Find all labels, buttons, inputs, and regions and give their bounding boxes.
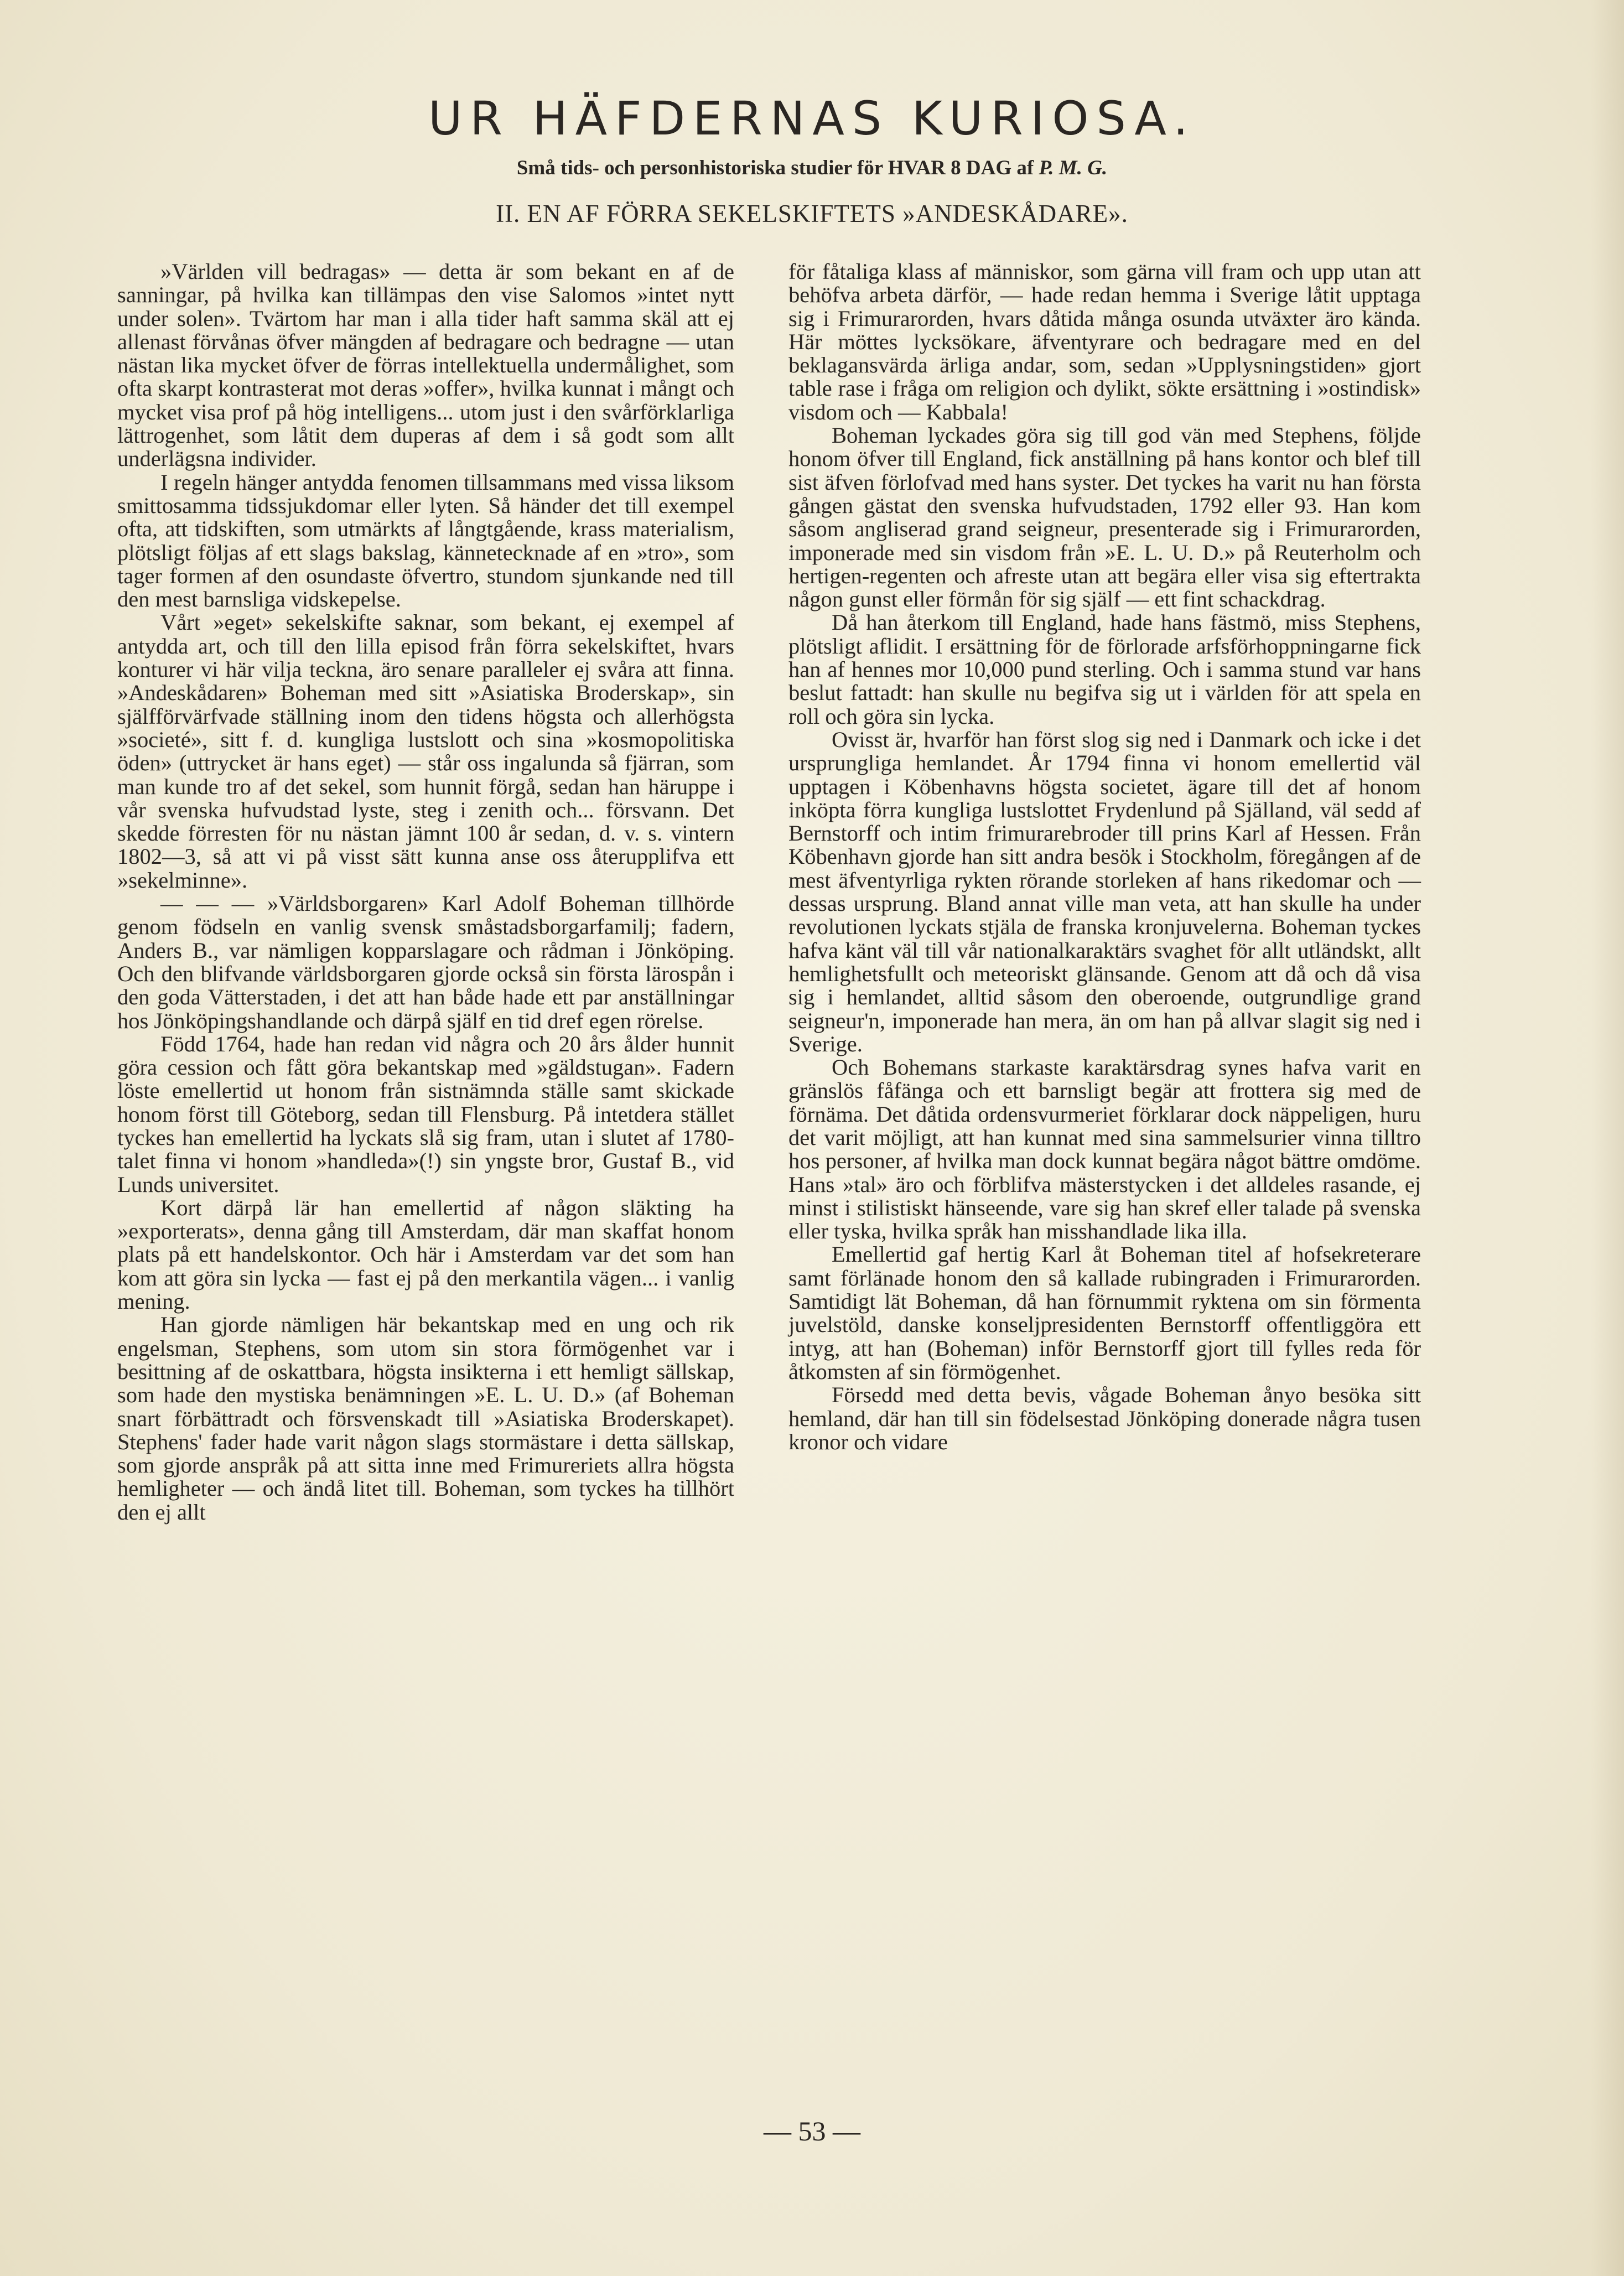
paragraph: Och Bohemans starkaste karaktärsdrag synes hafva varit en gränslös fåfänga och ett barnsligt begär att frottera sig med de förnäma. Det dåtida ordensvurmeriet förklarar dock näppeligen, huru det varit möjligt, att han kunnat med sina sammelsurier vinna tilltro hos personer, af hvilka man dock kunnat begära något bättre omdöme. Hans »tal» äro och förblifva mästerstycken i det alldeles rasande, ej minst i stilistiskt hänseende, vare sig han skref eller talade på svenska eller tyska, hvilka språk han misshandlade lika illa. xyxy=(788,1055,1421,1244)
page-subtitle xyxy=(0,156,1624,180)
page-number: — 53 — xyxy=(764,2116,860,2147)
paragraph: för fåtaliga klass af människor, som gärna vill fram och upp utan att behöfva arbeta därför, — hade redan hemma i Sverige låtit upptaga sig i Frimurarorden, hvars dåtida många osunda utväxter äro kända. Här möttes lycksökare, äfventyrare och bedragare med en del beklagansvärda ärliga andar, som, sedan »Upplysningstiden» gjort table rase i fråga om religion och dylikt, sökte ersättning i »ostindisk» visdom och — Kabbala! xyxy=(788,259,1421,424)
paragraph: »Världen vill bedragas» — detta är som bekant en af de sanningar, på hvilka kan tillämpas den vise Salomos »intet nytt under solen». Tvärtom har man i alla tider haft samma skäl att ej allenast förvånas öfver mängden af bedragare och bedragne — utan nästan lika mycket öfver de förras intellektuella undermålighet, som ofta skarpt kontrasterat mot deras »offer», hvilka kunnat i mångt och mycket visa prof på hög intelligens... utom just i den svårförklarliga lättrogenhet, som låtit dem duperas af dem i så godt som allt underlägsna individer. xyxy=(117,259,734,471)
paragraph: Ovisst är, hvarför han först slog sig ned i Danmark och icke i det ursprungliga hemlandet. År 1794 finna vi honom emellertid väl upptagen i Köbenhavns högsta societet, ägare till det af honom inköpta förra kungliga lustslottet Frydenlund på Själland, väl sedd af Bernstorff och intim frimurarebroder till prins Karl af Hessen. Från Köbenhavn gjorde han sitt andra besök i Stockholm, föregången af de mest äfventyrliga rykten rörande storleken af hans rikedomar och — dessas ursprung. Bland annat ville man veta, att han skulle ha under revolutionen lyckats stjäla de franska kronjuvelerna. Boheman tyckes hafva känt väl till vår nationalkaraktärs svaghet för allt utländskt, allt hemlighetsfullt och meteoriskt glänsande. Genom att då och då visa sig i hemlandet, alltid såsom den oberoende, outgrundlige grand seigneur'n, imponerade han mera, än om han på allvar slagit sig ned i Sverige. xyxy=(788,727,1421,1056)
subtitle-text: Små tids- och personhistoriska studier för HVAR 8 DAG af xyxy=(516,157,1039,179)
paragraph: Född 1764, hade han redan vid några och 20 års ålder hunnit göra cession och fått göra bekantskap med »gäldstugan». Fadern löste emellertid ut honom från sistnämnda ställe samt skickade honom först till Göteborg, sedan till Flensburg. På intetdera stället tyckes han emellertid ha lyckats slå sig fram, utan i slutet af 1780-talet finna vi honom »handleda»(!) sin yngste bror, Gustaf B., vid Lunds universitet. xyxy=(117,1031,734,1197)
paragraph: — — — »Världsborgaren» Karl Adolf Boheman tillhörde genom födseln en vanlig svensk småstadsborgarfamilj; fadern, Anders B., var nämligen kopparslagare och rådman i Jönköping. Och den blifvande världsborgaren gjorde också sin första lärospån i den goda Vätterstaden, i det att han både hade ett par anställningar hos Jönköpingshandlande och därpå själf en tid dref egen rörelse. xyxy=(117,891,734,1033)
subtitle-author: P. M. G. xyxy=(1039,157,1108,179)
text-column-right xyxy=(788,260,1421,1454)
paragraph: Boheman lyckades göra sig till god vän med Stephens, följde honom öfver till England, fick anställning på hans kontor och blef till sist äfven förlofvad med hans syster. Det tyckes ha varit nu han första gången gästat den svenska hufvudstaden, 1792 eller 93. Han kom såsom angliserad grand seigneur, presenterade sig i Frimurarorden, imponerade med sin visdom från »E. L. U. D.» på Reuterholm och hertigen-regenten och afreste utan att begära eller visa sig eftertrakta någon gunst eller förmån för sig själf — ett fint schackdrag. xyxy=(788,423,1421,612)
paragraph: Emellertid gaf hertig Karl åt Boheman titel af hofsekreterare samt förlänade honom den så kallade rubingraden i Frimurarorden. Samtidigt lät Boheman, då han förnummit ryktena om sin förmenta juvelstöld, danske konseljpresidenten Bernstorff offentliggöra ett intyg, att han (Boheman) inför Bernstorff gjort till fylles reda för åtkomsten af sin förmögenhet. xyxy=(788,1242,1421,1384)
page-edge-shadow xyxy=(1591,0,1624,2276)
section-heading: II. EN AF FÖRRA SEKELSKIFTETS »ANDESKÅDARE». xyxy=(496,200,1128,227)
paragraph: Då han återkom till England, hade hans fästmö, miss Stephens, plötsligt aflidit. I ersättning för de förlorade arfsförhoppningarne fick han af hennes mor 10,000 pund sterling. Och i samma stund var hans beslut fattadt: han skulle nu begifva sig ut i världen för att spela en roll och göra sin lycka. xyxy=(788,610,1421,729)
paragraph: Försedd med detta bevis, vågade Boheman ånyo besöka sitt hemland, där han till sin födelsestad Jönköping donerade några tusen kronor och vidare xyxy=(788,1382,1421,1454)
paragraph: I regeln hänger antydda fenomen tillsammans med vissa liksom smittosamma tidssjukdomar eller lyten. Så händer det till exempel ofta, att tidskiften, som utmärkts af långtgående, krass materialism, plötsligt följas af ett slags bakslag, kännetecknade af en »tro», som tager formen af den osundaste öfvertro, stundom sjunkande ned till den mest barnsliga vidskepelse. xyxy=(117,469,734,612)
paragraph: Kort därpå lär han emellertid af någon släkting ha »exporterats», denna gång till Amsterdam, där man skaffat honom plats på ett handelskontor. Och här i Amsterdam var det som han kom att göra sin lycka — fast ej på den merkantila vägen... i vanlig mening. xyxy=(117,1195,734,1314)
paragraph: Han gjorde nämligen här bekantskap med en ung och rik engelsman, Stephens, som utom sin stora förmögenhet var i besittning af de oskattbara, högsta insikterna i ett hemligt sällskap, som hade den mystiska benämningen »E. L. U. D.» (af Boheman snart förbättradt och försvenskadt till »Asiatiska Broderskapet). Stephens' fader hade varit någon slags stormästare i detta sällskap, som gjorde anspråk på att sitta inne med Frimureriets allra högsta hemligheter — och ändå litet till. Boheman, som tyckes ha tillhört den ej allt xyxy=(117,1312,734,1525)
text-column-left xyxy=(117,260,734,1524)
paragraph: Vårt »eget» sekelskifte saknar, som bekant, ej exempel af antydda art, och till den lilla episod från förra sekelskiftet, hvars konturer vi här vilja teckna, äro senare paralleler ej svåra att finna. »Andeskådaren» Boheman med sitt »Asiatiska Broderskap», sin själfförvärfvade ställning inom den tidens högsta och allerhögsta »societé», sitt f. d. kungliga lustslott och sina »kosmopolitiska öden» (uttrycket är hans eget) — står oss ingalunda så fjärran, som man kunde tro af det sekel, som hunnit förgå, sedan han häruppe i vår svenska hufvudstad lyste, steg i zenith och... försvann. Det skedde förresten för nu nästan jämnt 100 år sedan, d. v. s. vintern 1802—3, så att vi på visst sätt kunna anse oss återupplifva ett »sekelminne». xyxy=(117,610,734,893)
page-title: UR HÄFDERNAS KURIOSA. xyxy=(428,91,1196,146)
